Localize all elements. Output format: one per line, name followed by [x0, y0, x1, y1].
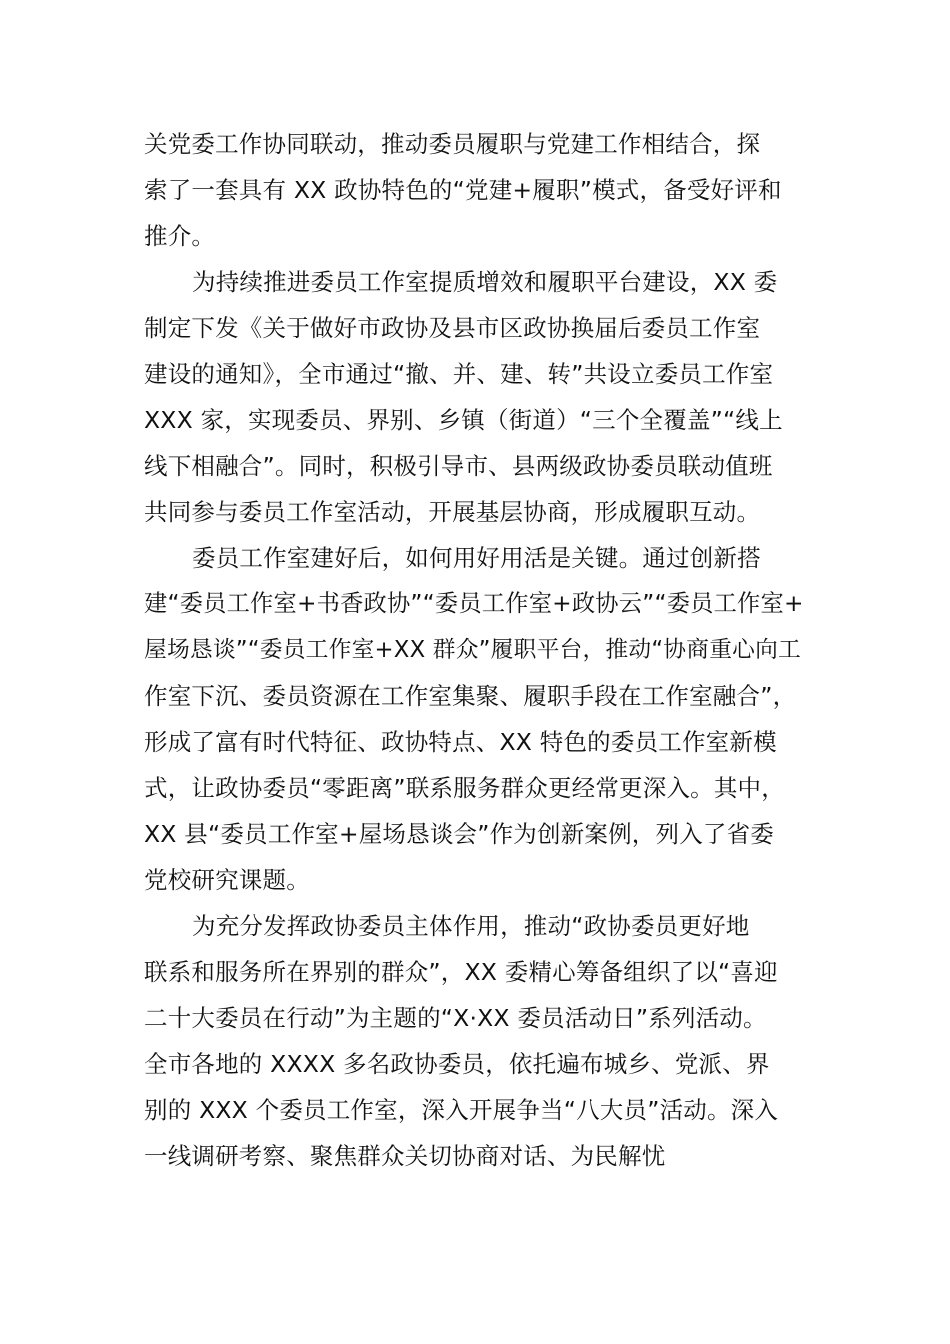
text-line: 屋场恳谈”“委员工作室+XX 群众”履职平台，推动“协商重心向工 — [144, 637, 802, 663]
text-line: 建设的通知》，全市通过“撤、并、建、转”共设立委员工作室 — [144, 360, 774, 388]
text-line: 共同参与委员工作室活动，开展基层协商，形成履职互动。 — [144, 498, 761, 526]
text-line: 联系和服务所在界别的群众”，XX 委精心筹备组织了以“喜迎 — [144, 958, 778, 986]
body-text — [144, 121, 806, 1179]
text-line: 索了一套具有 XX 政协特色的“党建+履职”模式，备受好评和 — [144, 176, 782, 204]
paragraph-start-line: 为持续推进委员工作室提质增效和履职平台建设，XX 委 — [192, 268, 778, 296]
text-line: 建“委员工作室+书香政协”“委员工作室+政协云”“委员工作室+ — [144, 590, 804, 617]
paragraph-start-line: 为充分发挥政协委员主体作用，推动“政协委员更好地 — [192, 912, 750, 940]
text-line: 线下相融合”。同时，积极引导市、县两级政协委员联动值班 — [144, 452, 773, 480]
text-line: XX 县“委员工作室+屋场恳谈会”作为创新案例，列入了省委 — [144, 820, 775, 848]
paragraph-start-line: 委员工作室建好后，如何用好用活是关键。通过创新搭 — [192, 544, 761, 572]
text-line: 式，让政协委员“零距离”联系服务群众更经常更深入。其中， — [144, 774, 785, 802]
text-line: 制定下发《关于做好市政协及县市区政协换届后委员工作室 — [144, 314, 761, 342]
text-line: 别的 XXX 个委员工作室，深入开展争当“八大员”活动。深入 — [144, 1096, 779, 1124]
text-line: 一线调研考察、聚焦群众关切协商对话、为民解忧 — [144, 1142, 666, 1170]
text-line: XXX 家，实现委员、界别、乡镇（街道）“三个全覆盖”“线上 — [144, 406, 783, 434]
text-line: 党校研究课题。 — [144, 866, 310, 894]
text-line: 关党委工作协同联动，推动委员履职与党建工作相结合，探 — [144, 130, 761, 158]
text-line: 全市各地的 XXXX 多名政协委员，依托遍布城乡、党派、界 — [144, 1050, 770, 1078]
text-line: 形成了富有时代特征、政协特点、XX 特色的委员工作室新模 — [144, 728, 777, 756]
text-line: 二十大委员在行动”为主题的“X·XX 委员活动日”系列活动。 — [144, 1004, 767, 1032]
text-line: 作室下沉、委员资源在工作室集聚、履职手段在工作室融合”， — [144, 682, 797, 710]
text-line: 推介。 — [144, 222, 216, 250]
